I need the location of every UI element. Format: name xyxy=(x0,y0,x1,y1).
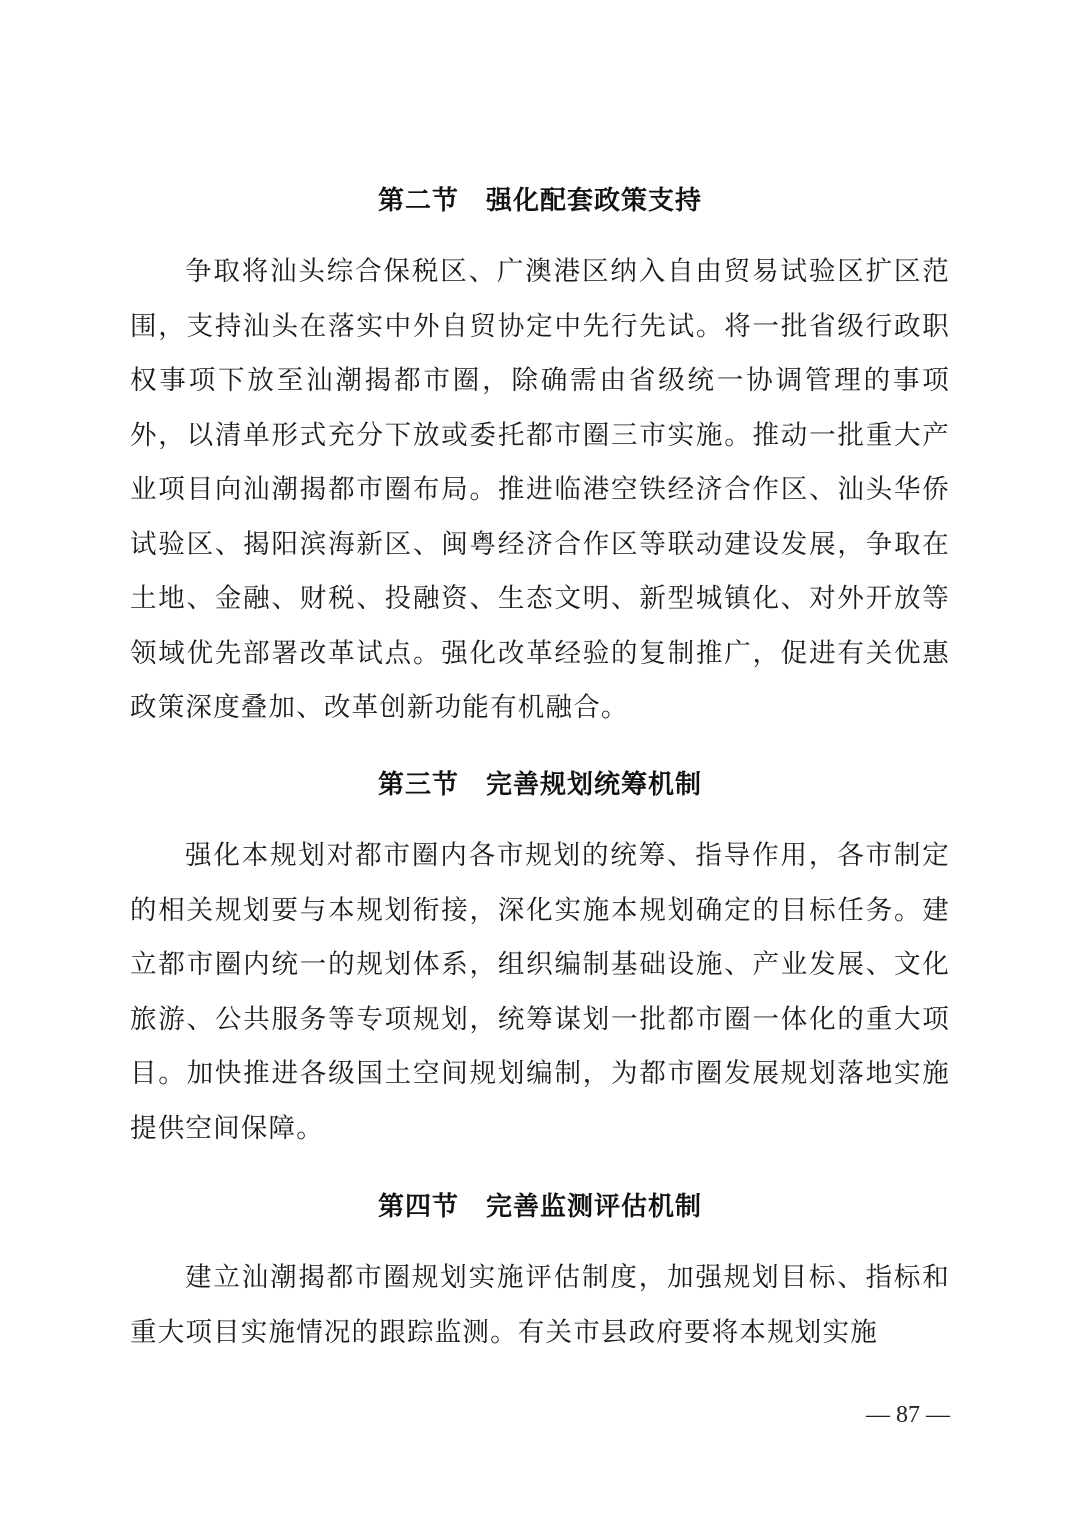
page-number: — 87 — xyxy=(866,1402,950,1428)
section-heading-3: 第三节 完善规划统筹机制 xyxy=(377,770,702,800)
section-paragraph-4: 建立汕潮揭都市圈规划实施评估制度，加强规划目标、指标和重大项目实施情况的跟踪监测。有关市县政府要将本规划实施 xyxy=(130,1262,950,1348)
section-paragraph-2: 争取将汕头综合保税区、广澳港区纳入自由贸易试验区扩区范围，支持汕头在落实中外自贸协定中先行先试。将一批省级行政职权事项下放至汕潮揭都市圈，除确需由省级统一协调管理的事项外，以清单形式充分下放或委托都市圈三市实施。推动一批重大产业项目向汕潮揭都市圈布局。推进临港空铁经济合作区、汕头华侨试验区、揭阳滨海新区、闽粤经济合作区等联动建设发展，争取在土地、金融、财税、投融资、生态文明、新型城镇化、对外开放等领域优先部署改革试点。强化改革经验的复制推广，促进有关优惠政策深度叠加、改革创新功能有机融合。 xyxy=(130,256,950,723)
section-paragraph-3: 强化本规划对都市圈内各市规划的统筹、指导作用，各市制定的相关规划要与本规划衔接，深化实施本规划确定的目标任务。建立都市圈内统一的规划体系，组织编制基础设施、产业发展、文化旅游、公共服务等专项规划，统筹谋划一批都市圈一体化的重大项目。加快推进各级国土空间规划编制，为都市圈发展规划落地实施提供空间保障。 xyxy=(130,840,950,1144)
section-heading-2: 第二节 强化配套政策支持 xyxy=(377,186,702,216)
section-heading-4: 第四节 完善监测评估机制 xyxy=(377,1192,702,1222)
